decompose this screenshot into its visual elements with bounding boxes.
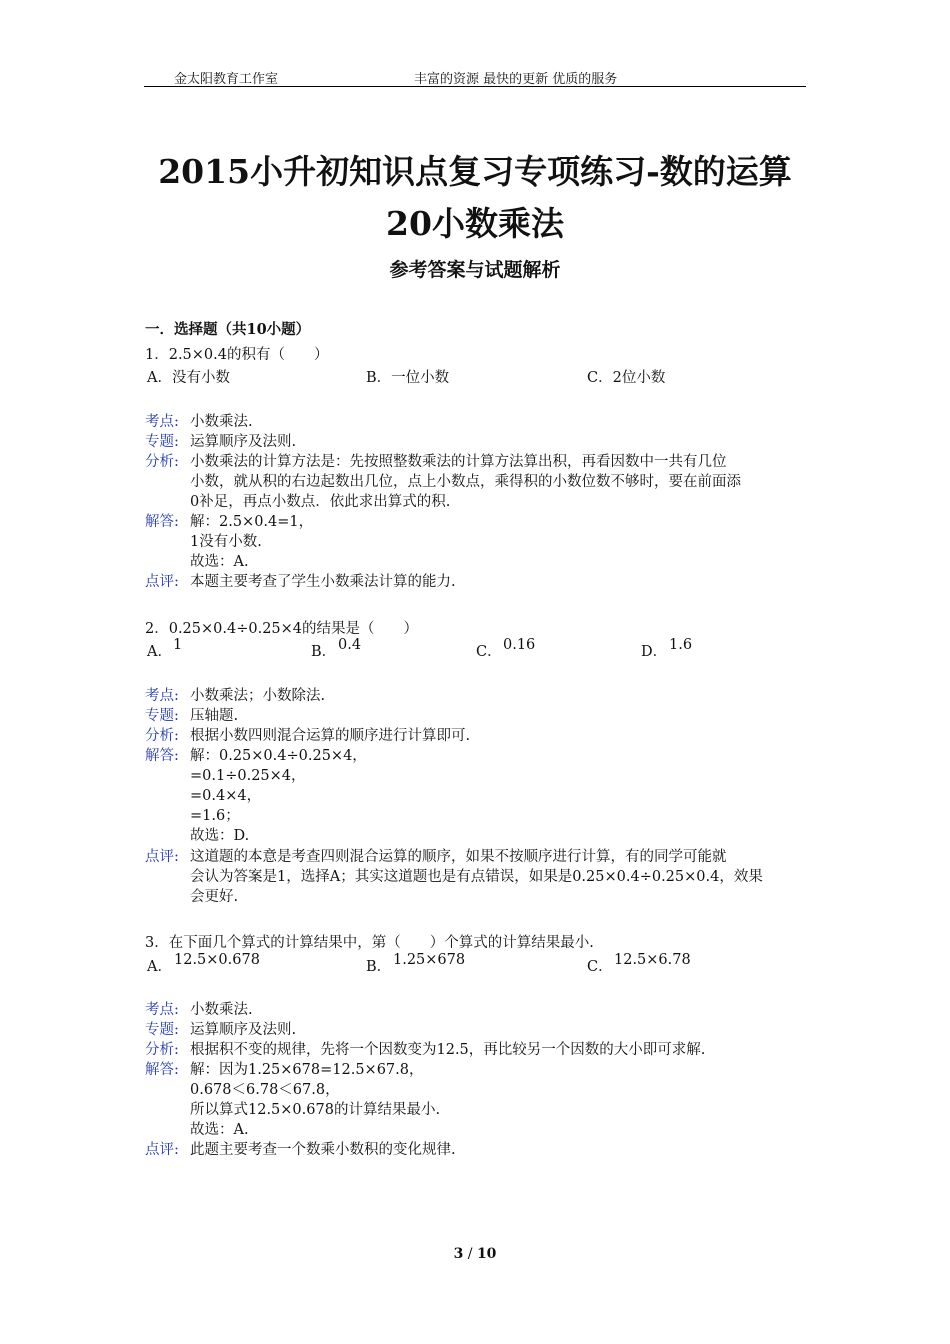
q1-zhuanti: 运算顺序及法则. bbox=[190, 434, 297, 450]
q3-option-a-letter: A． bbox=[147, 959, 172, 975]
q1-fenxi-line-1: 小数乘法的计算方法是：先按照整数乘法的计算方法算出积，再看因数中一共有几位 bbox=[190, 454, 727, 470]
q2-stem: 2．0.25×0.4÷0.25×4的结果是（ ） bbox=[145, 621, 419, 637]
q1-jieda-label: 解答: bbox=[145, 514, 179, 530]
q1-option-c: C．2位小数 bbox=[587, 370, 666, 386]
title-line-1: 2015小升初知识点复习专项练习-数的运算 bbox=[158, 152, 792, 191]
q1-fenxi-line-3: 0补足，再点小数点．依此求出算式的积. bbox=[190, 494, 451, 510]
q3-stem: 3．在下面几个算式的计算结果中，第（ ）个算式的计算结果最小. bbox=[145, 935, 594, 951]
q1-jieda-line-2: 1没有小数. bbox=[190, 534, 262, 550]
page-separator: / bbox=[463, 1246, 477, 1262]
q1-stem: 1．2.5×0.4的积有（ ） bbox=[145, 347, 329, 363]
q1-kaodian-label: 考点: bbox=[145, 414, 179, 430]
page-total: 10 bbox=[476, 1246, 497, 1262]
q3-dianping: 此题主要考查一个数乘小数积的变化规律. bbox=[190, 1142, 456, 1158]
q1-jieda-line-1: 解：2.5×0.4=1， bbox=[190, 514, 314, 530]
q2-fenxi-label: 分析: bbox=[145, 728, 179, 744]
title-line-2: 20小数乘法 bbox=[386, 204, 564, 243]
q1-jieda-line-3: 故选：A. bbox=[190, 554, 249, 570]
q1-dianping: 本题主要考查了学生小数乘法计算的能力. bbox=[190, 574, 456, 590]
q3-jieda-line-1: 解：因为1.25×678=12.5×67.8， bbox=[190, 1062, 424, 1078]
q2-option-d-value: 1.6 bbox=[669, 637, 693, 653]
q3-option-a-value: 12.5×0.678 bbox=[174, 952, 260, 968]
q2-kaodian: 小数乘法；小数除法. bbox=[190, 688, 326, 704]
q2-option-a-letter: A． bbox=[147, 644, 172, 660]
q1-kaodian: 小数乘法. bbox=[190, 414, 253, 430]
q1-fenxi-line-2: 小数，就从积的右边起数出几位，点上小数点，乘得积的小数位数不够时，要在前面添 bbox=[190, 474, 741, 490]
q3-option-c-letter: C． bbox=[587, 959, 613, 975]
q2-zhuanti-label: 专题: bbox=[145, 708, 179, 724]
q3-jieda-line-3: 所以算式12.5×0.678的计算结果最小. bbox=[190, 1102, 441, 1118]
q1-zhuanti-label: 专题: bbox=[145, 434, 179, 450]
q2-jieda-line-1: 解：0.25×0.4÷0.25×4， bbox=[190, 748, 367, 764]
q2-dianping-line-2: 会认为答案是1，选择A；其实这道题也是有点错误，如果是0.25×0.4÷0.25×0.4，效果 bbox=[190, 869, 763, 885]
q2-zhuanti: 压轴题. bbox=[190, 708, 239, 724]
q2-fenxi: 根据小数四则混合运算的顺序进行计算即可. bbox=[190, 728, 471, 744]
q1-dianping-label: 点评: bbox=[145, 574, 179, 590]
q2-option-b-letter: B． bbox=[311, 644, 337, 660]
q1-fenxi-label: 分析: bbox=[145, 454, 179, 470]
q2-dianping-line-1: 这道题的本意是考查四则混合运算的顺序，如果不按顺序进行计算，有的同学可能就 bbox=[190, 849, 727, 865]
q3-zhuanti: 运算顺序及法则. bbox=[190, 1022, 297, 1038]
q3-jieda-line-2: 0.678＜6.78＜67.8， bbox=[190, 1082, 340, 1098]
q2-option-b-value: 0.4 bbox=[338, 637, 362, 653]
q1-option-a: A．没有小数 bbox=[147, 370, 230, 386]
q2-jieda-line-4: =1.6； bbox=[190, 808, 240, 824]
q3-dianping-label: 点评: bbox=[145, 1142, 179, 1158]
q2-option-a-value: 1 bbox=[173, 637, 183, 653]
q3-fenxi-label: 分析: bbox=[145, 1042, 179, 1058]
q3-jieda-line-4: 故选：A. bbox=[190, 1122, 249, 1138]
q3-kaodian-label: 考点: bbox=[145, 1002, 179, 1018]
q3-jieda-label: 解答: bbox=[145, 1062, 179, 1078]
q3-option-b-letter: B． bbox=[366, 959, 392, 975]
header-left: 金太阳教育工作室 bbox=[174, 72, 279, 87]
q2-dianping-label: 点评: bbox=[145, 849, 179, 865]
q2-kaodian-label: 考点: bbox=[145, 688, 179, 704]
q3-fenxi: 根据积不变的规律，先将一个因数变为12.5，再比较另一个因数的大小即可求解. bbox=[190, 1042, 706, 1058]
q3-option-c-value: 12.5×6.78 bbox=[614, 952, 691, 968]
q2-jieda-line-5: 故选：D. bbox=[190, 828, 250, 844]
header-divider bbox=[144, 86, 806, 87]
q3-zhuanti-label: 专题: bbox=[145, 1022, 179, 1038]
subtitle: 参考答案与试题解析 bbox=[389, 259, 561, 281]
q2-jieda-line-3: =0.4×4， bbox=[190, 788, 262, 804]
q2-dianping-line-3: 会更好. bbox=[190, 889, 239, 905]
q2-option-d-letter: D． bbox=[641, 644, 668, 660]
q2-option-c-value: 0.16 bbox=[503, 637, 536, 653]
q3-kaodian: 小数乘法. bbox=[190, 1002, 253, 1018]
q2-jieda-line-2: =0.1÷0.25×4， bbox=[190, 768, 306, 784]
q2-jieda-label: 解答: bbox=[145, 748, 179, 764]
page-number bbox=[0, 1246, 950, 1262]
page-current: 3 bbox=[453, 1246, 464, 1262]
section-heading: 一．选择题（共10小题） bbox=[145, 321, 311, 338]
header-center: 丰富的资源 最快的更新 优质的服务 bbox=[414, 72, 618, 87]
q2-option-c-letter: C． bbox=[476, 644, 502, 660]
q3-option-b-value: 1.25×678 bbox=[393, 952, 466, 968]
q1-option-b: B．一位小数 bbox=[366, 370, 450, 386]
